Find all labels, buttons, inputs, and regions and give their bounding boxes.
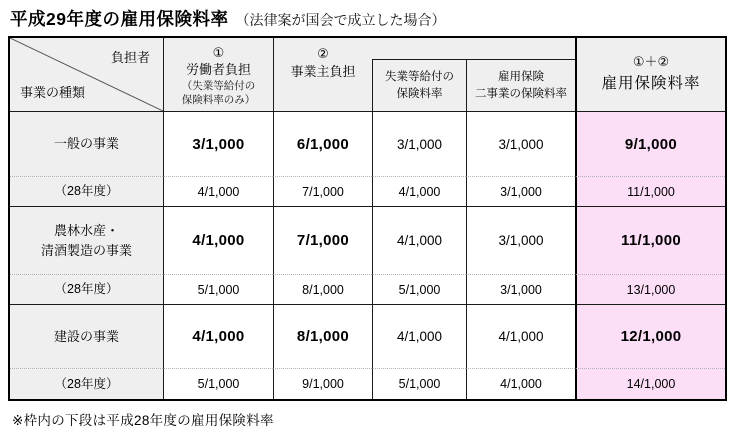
page-header xyxy=(10,6,735,31)
total-rate-cell: 13/1,000 xyxy=(575,274,725,304)
rate-cell: 4/1,000 xyxy=(372,206,466,274)
rate-cell: 3/1,000 xyxy=(372,111,466,176)
rate-cell: 5/1,000 xyxy=(163,368,273,399)
row-label-general: 一般の事業 xyxy=(10,111,163,176)
row-label-construction-fy28: （28年度） xyxy=(10,368,163,399)
worker-burden-title: 労働者負担 xyxy=(185,62,251,78)
worker-burden-header xyxy=(163,38,273,111)
total-rate-cell: 11/1,000 xyxy=(575,206,725,274)
rate-cell: 8/1,000 xyxy=(273,304,372,368)
worker-burden-note-line1: （失業等給付の xyxy=(181,80,256,93)
rate-cell: 4/1,000 xyxy=(163,176,273,206)
employer-burden-number: ② xyxy=(317,46,329,61)
two-services-rate-header-line1: 雇用保険 xyxy=(498,71,544,84)
rate-cell: 5/1,000 xyxy=(163,274,273,304)
rate-cell: 4/1,000 xyxy=(466,304,575,368)
rate-cell: 3/1,000 xyxy=(466,274,575,304)
row-label-general-fy28: （28年度） xyxy=(10,176,163,206)
corner-cell xyxy=(10,38,163,111)
employer-header-strip xyxy=(372,38,575,59)
title-note: （法律案が国会で成立した場合） xyxy=(235,12,446,28)
rate-cell: 4/1,000 xyxy=(163,304,273,368)
rate-cell: 3/1,000 xyxy=(163,111,273,176)
rate-cell: 8/1,000 xyxy=(273,274,372,304)
insurance-rates-table xyxy=(8,36,727,401)
rate-cell: 7/1,000 xyxy=(273,176,372,206)
total-rate-cell: 9/1,000 xyxy=(575,111,725,176)
employer-subheaders xyxy=(372,38,575,111)
row-label-agriculture-fy28: （28年度） xyxy=(10,274,163,304)
rate-cell: 5/1,000 xyxy=(372,368,466,399)
total-rate-cell: 14/1,000 xyxy=(575,368,725,399)
worker-burden-note-line2: 保険料率のみ） xyxy=(181,94,256,107)
benefit-rate-header xyxy=(372,60,466,111)
row-label-construction: 建設の事業 xyxy=(10,304,163,368)
footnote: ※枠内の下段は平成28年度の雇用保険料率 xyxy=(12,413,274,428)
rate-cell: 7/1,000 xyxy=(273,206,372,274)
page-title: 平成29年度の雇用保険料率 xyxy=(10,9,229,29)
rate-cell: 6/1,000 xyxy=(273,111,372,176)
business-type-label: 事業の種類 xyxy=(20,85,86,100)
rate-cell: 3/1,000 xyxy=(466,111,575,176)
two-services-rate-header-line2: 二事業の保険料率 xyxy=(475,87,567,100)
rate-cell: 4/1,000 xyxy=(163,206,273,274)
rate-cell: 3/1,000 xyxy=(466,176,575,206)
row-label-agriculture: 農林水産・ 清酒製造の事業 xyxy=(10,206,163,274)
total-rate-cell: 12/1,000 xyxy=(575,304,725,368)
total-rate-header xyxy=(575,38,725,111)
total-rate-number: ①＋② xyxy=(632,54,670,70)
rate-cell: 4/1,000 xyxy=(466,368,575,399)
burden-bearer-label: 負担者 xyxy=(110,50,150,65)
rate-cell: 9/1,000 xyxy=(273,368,372,399)
two-services-rate-header xyxy=(466,60,575,111)
benefit-rate-header-line2: 保険料率 xyxy=(396,87,443,100)
employer-burden-header xyxy=(273,38,372,111)
rate-cell: 5/1,000 xyxy=(372,274,466,304)
rate-cell: 4/1,000 xyxy=(372,304,466,368)
total-rate-title: 雇用保険料率 xyxy=(601,75,701,93)
worker-burden-number: ① xyxy=(212,45,225,61)
total-rate-cell: 11/1,000 xyxy=(575,176,725,206)
benefit-rate-header-line1: 失業等給付の xyxy=(385,71,454,84)
rate-cell: 3/1,000 xyxy=(466,206,575,274)
employer-subheader-row xyxy=(372,59,575,111)
employer-burden-title: 事業主負担 xyxy=(290,63,356,79)
rate-cell: 4/1,000 xyxy=(372,176,466,206)
